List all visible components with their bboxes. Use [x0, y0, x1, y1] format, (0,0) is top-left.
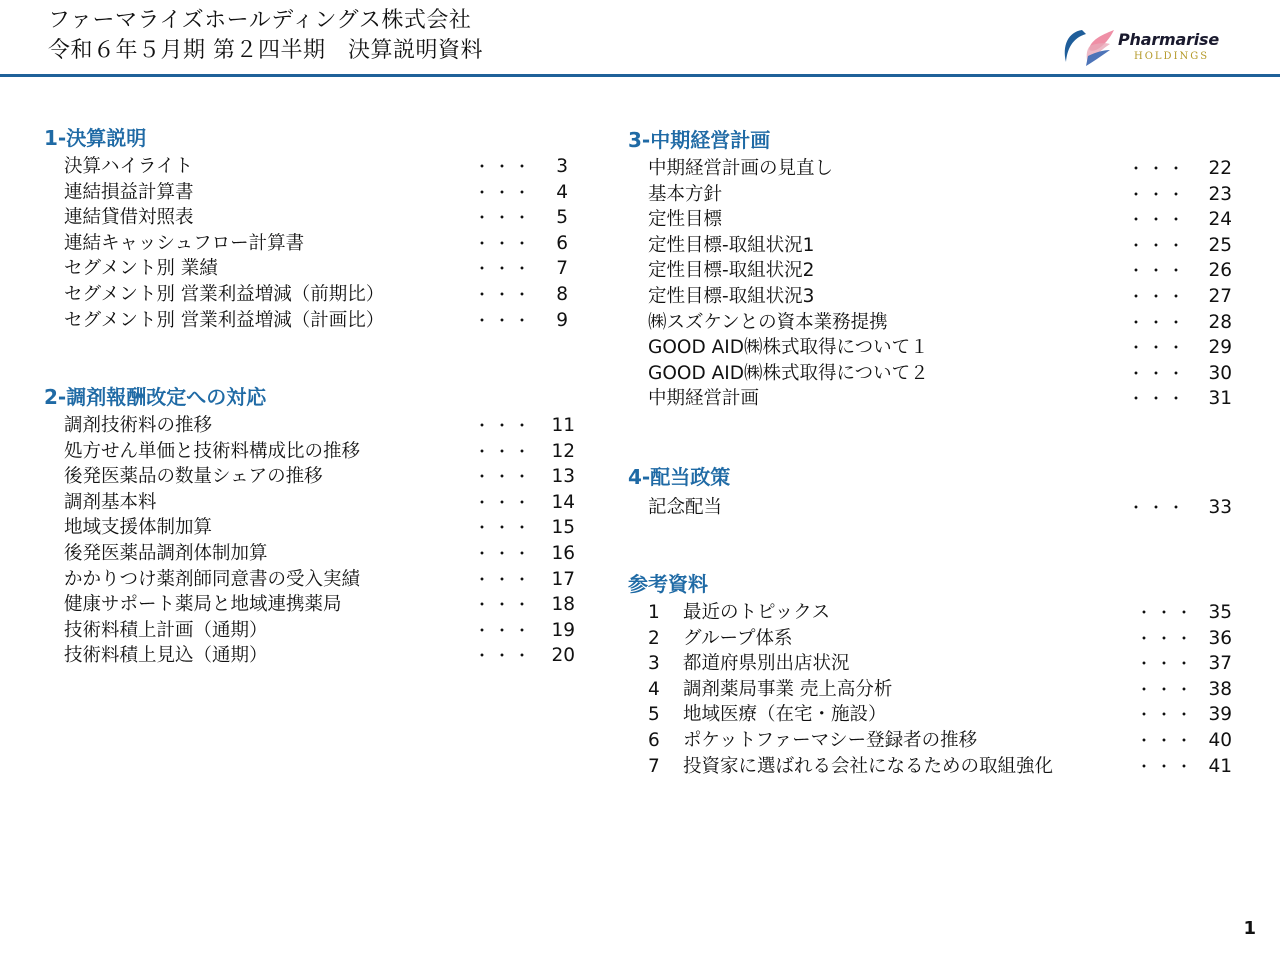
entry-title: 地域医療（在宅・施設）: [683, 704, 887, 726]
leader-dots: ・・・: [474, 284, 535, 304]
leader-dots: ・・・: [1128, 235, 1189, 255]
entry-page-number: 29: [1208, 337, 1232, 359]
leader-dots: ・・・: [1128, 261, 1189, 281]
entry-page-number: 9: [556, 309, 568, 331]
entry-page-number: 17: [551, 568, 575, 590]
toc-entry[interactable]: [44, 515, 584, 541]
entry-number: 2: [648, 627, 660, 649]
toc-entry[interactable]: [44, 231, 584, 257]
leader-dots: ・・・: [1136, 756, 1197, 776]
entry-title: ㈱スズケンとの資本業務提携: [648, 311, 888, 333]
leader-dots: ・・・: [1136, 730, 1197, 750]
entry-title: 連結損益計算書: [64, 181, 194, 203]
entry-page-number: 31: [1208, 388, 1232, 410]
entry-page-number: 27: [1208, 285, 1232, 307]
entry-page-number: 30: [1208, 362, 1232, 384]
leader-dots: ・・・: [1136, 628, 1197, 648]
leader-dots: ・・・: [1128, 312, 1189, 332]
entry-title: セグメント別 営業利益増減（計画比）: [64, 309, 385, 331]
entry-page-number: 38: [1208, 678, 1232, 700]
leader-dots: ・・・: [474, 492, 535, 512]
leader-dots: ・・・: [1128, 286, 1189, 306]
leader-dots: ・・・: [474, 543, 535, 563]
leader-dots: ・・・: [1128, 363, 1189, 383]
entry-title: 処方せん単価と技術料構成比の推移: [64, 440, 361, 462]
leader-dots: ・・・: [474, 208, 535, 228]
toc-entry[interactable]: [628, 626, 1248, 652]
entry-page-number: 37: [1208, 653, 1232, 675]
section-heading: 1-決算説明: [44, 126, 147, 150]
leader-dots: ・・・: [1128, 338, 1189, 358]
leader-dots: ・・・: [1136, 603, 1197, 622]
leader-dots: ・・・: [474, 259, 535, 279]
entry-page-number: 16: [551, 542, 575, 564]
entry-page-number: 22: [1208, 158, 1232, 179]
leader-dots: ・・・: [474, 182, 535, 202]
toc-entry[interactable]: [628, 233, 1248, 259]
toc-section-1: [44, 124, 584, 333]
toc-entry[interactable]: [44, 282, 584, 308]
toc-entry[interactable]: [44, 205, 584, 231]
entry-title: かかりつけ薬剤師同意書の受入実績: [64, 568, 361, 590]
toc-entry[interactable]: [628, 182, 1248, 208]
entry-page-number: 11: [551, 415, 575, 436]
toc-entry[interactable]: [44, 567, 584, 593]
leader-dots: ・・・: [1128, 498, 1189, 517]
entry-page-number: 18: [551, 594, 575, 616]
entry-page-number: 15: [551, 517, 575, 539]
toc-entry[interactable]: [44, 154, 584, 180]
document-title: [48, 6, 483, 66]
leader-dots: ・・・: [474, 157, 535, 176]
entry-title: 定性目標: [648, 209, 723, 231]
entry-number: 5: [648, 704, 660, 726]
entry-page-number: 6: [556, 232, 568, 254]
entry-page-number: 23: [1208, 183, 1232, 205]
section-heading: 2-調剤報酬改定への対応: [44, 385, 267, 409]
entry-page-number: 5: [556, 207, 568, 229]
entry-page-number: 12: [551, 440, 575, 462]
entry-title: 定性目標-取組状況3: [648, 285, 815, 307]
toc-entry[interactable]: [628, 702, 1248, 728]
leader-dots: ・・・: [1136, 679, 1197, 699]
section-heading: 4-配当政策: [628, 465, 731, 489]
toc-entry[interactable]: [628, 651, 1248, 677]
entry-title: セグメント別 営業利益増減（前期比）: [64, 283, 385, 305]
toc-entry[interactable]: [44, 439, 584, 465]
entry-title: 調剤技術料の推移: [64, 415, 213, 436]
toc-entry[interactable]: [44, 592, 584, 618]
toc-entry[interactable]: [628, 207, 1248, 233]
entry-page-number: 19: [551, 619, 575, 641]
toc-entry[interactable]: [628, 284, 1248, 310]
entry-number: 6: [648, 729, 660, 751]
entry-page-number: 7: [556, 258, 568, 280]
leader-dots: ・・・: [474, 620, 535, 640]
entry-title: グループ体系: [683, 627, 793, 649]
entry-page-number: 3: [556, 156, 568, 177]
entry-page-number: 39: [1208, 704, 1232, 726]
entry-page-number: 41: [1208, 755, 1232, 777]
toc-entry[interactable]: [628, 728, 1248, 754]
toc-entry[interactable]: [44, 541, 584, 567]
entry-title: GOOD AID㈱株式取得について１: [648, 337, 929, 359]
toc-section-4: [628, 463, 1248, 521]
entry-title: 連結貸借対照表: [64, 207, 194, 229]
company-name: ファーマライズホールディングス株式会社: [48, 8, 472, 33]
entry-title: 定性目標-取組状況1: [648, 234, 815, 256]
leader-dots: ・・・: [474, 441, 535, 461]
toc-entry[interactable]: [628, 600, 1248, 626]
entry-title: 投資家に選ばれる会社になるための取組強化: [683, 755, 1054, 777]
toc-entry[interactable]: [44, 413, 584, 439]
entry-number: 1: [648, 602, 660, 623]
header-divider: [0, 74, 1280, 77]
entry-title: 連結キャッシュフロー計算書: [64, 232, 305, 254]
toc-entry[interactable]: [628, 386, 1248, 412]
entry-page-number: 35: [1208, 602, 1232, 623]
section-heading: 参考資料: [628, 572, 708, 596]
entry-title: 調剤基本料: [64, 491, 157, 513]
toc-entry[interactable]: [628, 156, 1248, 182]
entry-title: 地域支援体制加算: [64, 517, 213, 539]
logo-wordmark: Pharmarise: [1118, 30, 1220, 49]
leader-dots: ・・・: [474, 467, 535, 487]
entry-number: 3: [648, 653, 660, 675]
entry-title: 記念配当: [648, 497, 723, 518]
entry-page-number: 28: [1208, 311, 1232, 333]
entry-title: 技術料積上計画（通期）: [64, 619, 268, 641]
entry-title: 定性目標-取組状況2: [648, 260, 815, 282]
entry-title: ポケットファーマシー登録者の推移: [683, 729, 978, 751]
entry-title: セグメント別 業績: [64, 258, 218, 280]
entry-title: 基本方針: [648, 183, 723, 205]
toc-entry[interactable]: [628, 677, 1248, 703]
leader-dots: ・・・: [474, 646, 535, 666]
toc-section-reference: [628, 570, 1248, 779]
entry-page-number: 36: [1208, 627, 1232, 649]
entry-title: 最近のトピックス: [683, 602, 831, 623]
leader-dots: ・・・: [1136, 654, 1197, 674]
toc-section-2: [44, 383, 584, 669]
toc-section-3: [628, 126, 1248, 412]
toc-entry[interactable]: [44, 490, 584, 516]
leader-dots: ・・・: [1128, 210, 1189, 230]
entry-title: 都道府県別出店状況: [683, 653, 850, 675]
toc-entry[interactable]: [44, 643, 584, 669]
entry-page-number: 25: [1208, 234, 1232, 256]
toc-entry[interactable]: [44, 256, 584, 282]
entry-page-number: 14: [551, 491, 575, 513]
entry-title: 後発医薬品調剤体制加算: [64, 542, 268, 564]
section-heading: 3-中期経営計画: [628, 128, 771, 152]
toc-entry[interactable]: [628, 495, 1248, 521]
entry-page-number: 20: [551, 645, 575, 667]
entry-title: 調剤薬局事業 売上高分析: [683, 678, 893, 700]
entry-page-number: 8: [556, 283, 568, 305]
leader-dots: ・・・: [474, 569, 535, 589]
toc-entry[interactable]: [628, 361, 1248, 387]
entry-title: 技術料積上見込（通期）: [64, 645, 268, 667]
toc-entry[interactable]: [44, 180, 584, 206]
leader-dots: ・・・: [474, 233, 535, 253]
toc-entry[interactable]: [44, 308, 584, 334]
toc-entry[interactable]: [628, 258, 1248, 284]
toc-entry[interactable]: [44, 464, 584, 490]
page-number: 1: [1243, 918, 1256, 939]
pharmarise-swoosh-icon: [1060, 24, 1120, 68]
toc-entry[interactable]: [44, 618, 584, 644]
logo-subtitle: HOLDINGS: [1134, 51, 1210, 62]
document-subtitle: 令和６年５月期 第２四半期 決算説明資料: [48, 38, 483, 63]
leader-dots: ・・・: [474, 416, 535, 435]
entry-page-number: 13: [551, 466, 575, 488]
leader-dots: ・・・: [474, 310, 535, 330]
company-logo: [1060, 24, 1240, 68]
entry-title: 中期経営計画: [648, 388, 760, 410]
entry-title: GOOD AID㈱株式取得について２: [648, 362, 929, 384]
entry-page-number: 40: [1208, 729, 1232, 751]
entry-page-number: 33: [1208, 497, 1232, 518]
entry-title: 後発医薬品の数量シェアの推移: [64, 466, 323, 488]
entry-title: 決算ハイライト: [64, 156, 193, 177]
toc-entry[interactable]: [628, 754, 1248, 780]
leader-dots: ・・・: [1128, 184, 1189, 204]
leader-dots: ・・・: [1128, 159, 1189, 178]
entry-number: 4: [648, 678, 660, 700]
entry-title: 健康サポート薬局と地域連携薬局: [64, 594, 342, 616]
entry-page-number: 26: [1208, 260, 1232, 282]
toc-entry[interactable]: [628, 335, 1248, 361]
leader-dots: ・・・: [1128, 389, 1189, 409]
leader-dots: ・・・: [474, 595, 535, 615]
entry-title: 中期経営計画の見直し: [648, 158, 834, 179]
leader-dots: ・・・: [1136, 705, 1197, 725]
entry-page-number: 4: [556, 181, 568, 203]
toc-entry[interactable]: [628, 310, 1248, 336]
leader-dots: ・・・: [474, 518, 535, 538]
entry-number: 7: [648, 755, 660, 777]
entry-page-number: 24: [1208, 209, 1232, 231]
